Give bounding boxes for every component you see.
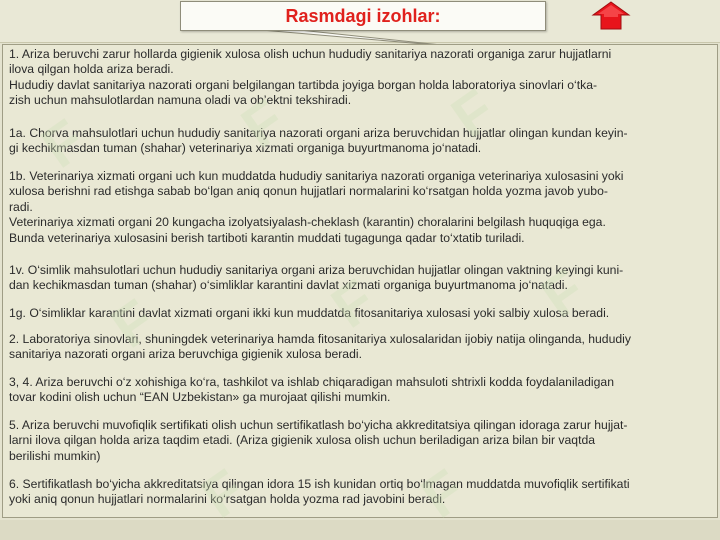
svg-text:F: F [440, 77, 507, 151]
svg-text:F: F [410, 457, 477, 531]
svg-text:F: F [30, 107, 97, 181]
text-line: larni ilova qilgan holda ariza taqdim etadi. (Ariza gigienik xulosa olish uchun beriladigan ariza bilan bir vaqtda [9, 433, 596, 448]
svg-text:F: F [530, 257, 597, 331]
text-line: sanitariya nazorati organi ariza beruvchiga gigienik xulosa beradi. [9, 347, 362, 362]
text-line: dan kechikmasdan tuman (shahar) o‘simliklar karantini davlat xizmati organiga buyurtmanoma jo‘natadi. [9, 278, 568, 293]
text-line: 1v. O‘simlik mahsulotlari uchun hududiy sanitariya organi ariza beruvchidan hujjatlar olingan vaktning keyingi kuni- [9, 263, 624, 277]
paragraph-5 [9, 418, 718, 464]
svg-text:F: F [190, 457, 257, 531]
svg-text:F: F [320, 267, 387, 341]
text-line: Veterinariya xizmati organi 20 kungacha izolyatsiyalash-cheklash (karantin) choralarini belgilash huquqiga ega. [9, 215, 606, 230]
text-line: 3, 4. Ariza beruvchi o‘z xohishiga ko‘ra, tashkilot va ishlab chiqaradigan mahsuloti shtrixli kodda foydalaniladigan [9, 375, 614, 389]
footer-strip [0, 520, 720, 540]
text-line: radi. [9, 199, 33, 214]
text-line: 1b. Veterinariya xizmati organi uch kun muddatda hududiy sanitariya nazorati organiga veterinariya xulosasini yoki [9, 169, 624, 183]
text-line: 2. Laboratoriya sinovlari, shuningdek veterinariya hamda fitosanitariya xulosalaridan ijobiy natija olinganda, hududiy [9, 332, 631, 346]
paragraph-1a [9, 126, 718, 157]
text-line: gi kechikmasdan tuman (shahar) veterinariya xizmati organiga buyurtmanoma jo‘natadi. [9, 141, 482, 156]
text-line: Bunda veterinariya xulosasini berish tartiboti karantin muddati tugagunga qadar to‘xtatib turiladi. [9, 230, 525, 245]
paragraph-2 [9, 332, 718, 363]
text-line: 6. Sertifikatlash bo‘yicha akkreditatsiya qilingan idora 15 ish kunidan ortiq bo‘lmagan muddatda muvofiqlik sertifikati [9, 477, 630, 491]
svg-text:F: F [100, 287, 167, 361]
text-line: xulosa berishni rad etishga sabab bo‘lgan aniq qonun hujjatlari normalarini ko‘rsatgan holda yozma javob yubo- [9, 184, 608, 199]
paragraph-3-4 [9, 375, 718, 406]
text-line: tovar kodini olish uchun “EAN Uzbekistan» ga murojaat qilishi mumkin. [9, 390, 391, 405]
paragraph-1v [9, 263, 718, 294]
text-line: berilishi mumkin) [9, 448, 101, 463]
text-line: 5. Ariza beruvchi muvofiqlik sertifikati olish uchun sertifikatlash bo‘yicha akkreditatsiya qilingan idoraga zarur hujjat- [9, 418, 628, 432]
explanation-panel [2, 44, 718, 518]
text-line: 1a. Chorva mahsulotlari uchun hududiy sanitariya nazorati organi ariza beruvchidan hujjatlar olingan kundan keyin- [9, 126, 628, 140]
text-line: Hududiy davlat sanitariya nazorati organi belgilangan tartibda joyiga borgan holda laboratoriya sinovlari o‘tka- [9, 77, 598, 92]
page-title: Rasmdagi izohlar: [285, 6, 441, 26]
paragraph-1b [9, 169, 718, 246]
text-line: zish uchun mahsulotlardan namuna oladi va ob’ektni tekshiradi. [9, 93, 352, 108]
home-up-arrow-icon[interactable] [591, 1, 631, 31]
text-line: ilova qilgan holda ariza beradi. [9, 62, 174, 77]
title-box [180, 1, 546, 31]
text-line: 1g. O‘simliklar karantini davlat xizmati organi ikki kun muddatda fitosanitariya xulosasi yoki salbiy xulosa beradi. [9, 306, 610, 320]
svg-text:F: F [230, 87, 297, 161]
text-line: 1. Ariza beruvchi zarur hollarda gigienik xulosa olish uchun hududiy sanitariya nazorati organiga zarur hujjatlarni [9, 47, 612, 61]
text-line: yoki aniq qonun hujjatlari normalarini ko‘rsatgan holda yozma rad javobini beradi. [9, 492, 446, 507]
paragraph-1 [9, 47, 718, 109]
paragraph-1g [9, 306, 718, 321]
paragraph-6 [9, 477, 718, 508]
